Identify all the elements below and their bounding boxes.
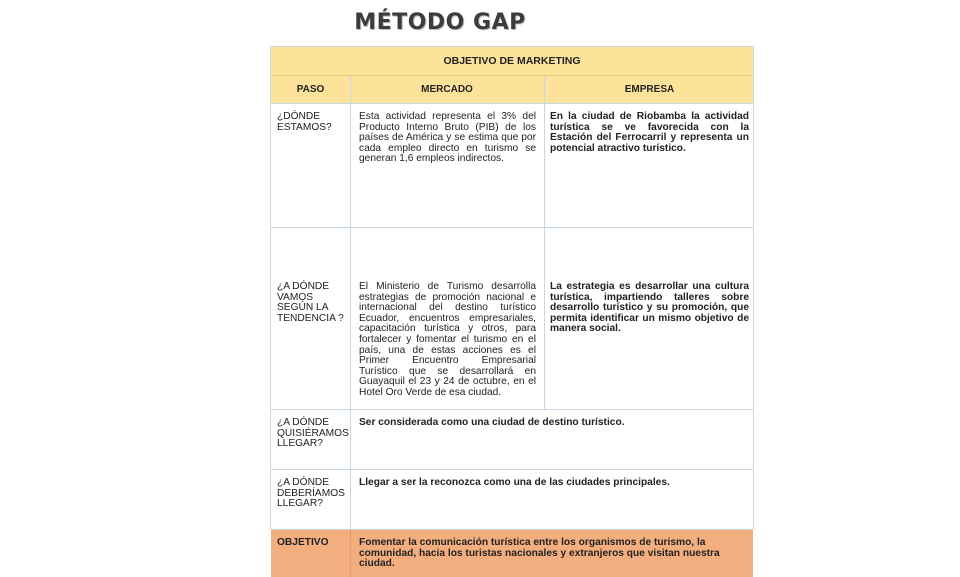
row-step-label: ¿DÓNDE ESTAMOS?	[277, 111, 332, 133]
objective-label: OBJETIVO	[277, 537, 329, 548]
table-header-row	[271, 75, 753, 103]
table-row	[271, 409, 753, 469]
table-row	[271, 103, 753, 227]
header-mercado: MERCADO	[421, 84, 473, 95]
table-row	[271, 469, 753, 529]
table-row	[271, 227, 753, 409]
column-divider	[350, 104, 351, 227]
row-merged-text: Llegar a ser la reconozca como una de las ciudades principales.	[359, 477, 670, 488]
row-step-label: ¿A DÓNDE QUISIÉRAMOS LLEGAR?	[277, 417, 349, 450]
column-divider	[544, 228, 545, 409]
row-market-text: Esta actividad representa el 3% del Producto Interno Bruto (PIB) de los países de América y se estima que por cada empleo directo en turismo se generan 1,6 empleos indirectos.	[359, 111, 536, 165]
slide-title	[0, 10, 960, 35]
objective-row	[271, 529, 753, 577]
slide-title-text: MÉTODO GAP	[354, 10, 526, 35]
column-divider	[544, 104, 545, 227]
row-market-text: El Ministerio de Turismo desarrolla estrategias de promoción nacional e internacional del destino turístico Ecuador, encuentros empresariales, capacitación turística y otros, para fortalecer y fomentar el turismo en el país, una de estas acciones es el Primer Encuentro Empresarial Turístico que se desarrollará en Guayaquil el 23 y 24 de octubre, en el Hotel Oro Verde de esa ciudad.	[359, 281, 536, 398]
row-step-label: ¿A DÓNDE DEBERÍAMOS LLEGAR?	[277, 477, 345, 510]
row-company-text: En la ciudad de Riobamba la actividad turística se ve favorecida con la Estación del Ferrocarril y representa un potencial atractivo turístico.	[550, 111, 749, 154]
objective-text: Fomentar la comunicación turística entre los organismos de turismo, la comunidad, hacia los turistas nacionales y extranjeros que visitan nuestra ciudad.	[359, 537, 720, 570]
column-divider	[350, 410, 351, 469]
row-step-label: ¿A DÓNDE VAMOS SEGÚN LA TENDENCIA ?	[277, 281, 344, 324]
marketing-objective-table	[270, 46, 754, 570]
column-divider	[350, 470, 351, 529]
row-company-text: La estrategia es desarrollar una cultura turística, impartiendo talleres sobre desarrollo turístico y su promoción, que permita identificar un mismo objetivo de manera social.	[550, 281, 749, 335]
header-empresa: EMPRESA	[624, 84, 675, 95]
column-divider	[544, 76, 545, 103]
column-divider	[350, 76, 351, 103]
table-title: OBJETIVO DE MARKETING	[271, 47, 753, 75]
header-paso: PASO	[296, 84, 325, 95]
row-merged-text: Ser considerada como una ciudad de destino turístico.	[359, 417, 625, 428]
column-divider	[350, 228, 351, 409]
column-divider	[350, 530, 351, 577]
